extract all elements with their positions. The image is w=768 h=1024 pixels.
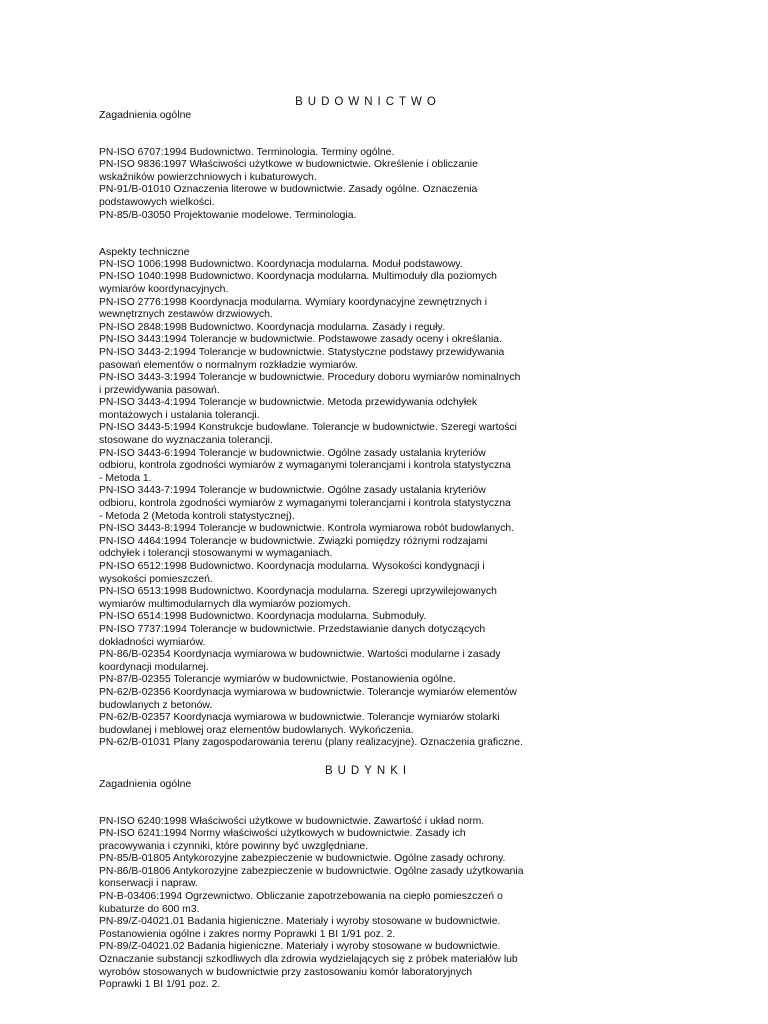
list-item: PN-ISO 3443-2:1994 Tolerancje w budownictwie. Statystyczne podstawy przewidywania pasowań elementów o normalnym rozkładzie wymiarów. — [99, 346, 505, 371]
entry-list-technical — [99, 259, 589, 750]
list-item: PN-62/B-02357 Koordynacja wymiarowa w budownictwie. Tolerancje wymiarów stolarki budowlanej i meblowej oraz elementów budowlanych. Wykończenia. — [99, 712, 500, 736]
list-item: PN-ISO 1040:1998 Budownictwo. Koordynacja modularna. Multimoduły dla poziomych wymiarów koordynacyjnych. — [99, 271, 497, 295]
list-item: PN-ISO 3443-5:1994 Konstrukcje budowlane. Tolerancje w budownictwie. Szeregi wartości stosowane do wyznaczania tolerancji. — [99, 422, 517, 447]
entry-list-general-1 — [99, 147, 589, 223]
list-item: PN-ISO 4464:1994 Tolerancje w budownictwie. Związki pomiędzy różnymi rodzajami odchyłek i tolerancji stosowanymi w wymaganiach. — [99, 535, 488, 560]
list-item: PN-ISO 2776:1998 Koordynacja modularna. Wymiary koordynacyjne zewnętrznych i wewnętrznych zestawów drzwiowych. — [99, 296, 488, 321]
list-item: PN-85/B-01805 Antykorozyjne zabezpieczenie w budownictwie. Ogólne zasady ochrony. — [99, 853, 506, 865]
subsection-heading: Zagadnienia ogólne — [99, 777, 192, 790]
list-item: PN-ISO 3443-3:1994 Tolerancje w budownictwie. Procedury doboru wymiarów nominalnych i przewidywania pasowań. — [99, 372, 521, 396]
section-title-budynki: BUDYNKI — [324, 764, 412, 777]
list-item: PN-ISO 6707:1994 Budownictwo. Terminologia. Terminy ogólne. — [99, 146, 395, 158]
list-item: PN-85/B-03050 Projektowanie modelowe. Terminologia. — [99, 209, 357, 221]
list-item: PN-62/B-01031 Plany zagospodarowania terenu (plany realizacyjne). Oznaczenia graficzne. — [99, 737, 523, 749]
list-item: PN-87/B-02355 Tolerancje wymiarów w budownictwie. Postanowienia ogólne. — [99, 674, 456, 686]
list-item: PN-ISO 7737:1994 Tolerancje w budownictwie. Przedstawianie danych dotyczących dokładności wymiarów. — [99, 623, 486, 648]
list-item: PN-ISO 6513:1998 Budownictwo. Koordynacja modularna. Szeregi uprzywilejowanych wymiarów multimodularnych dla wymiarów poziomych. — [99, 586, 497, 610]
list-item: PN-89/Z-04021.01 Badania higieniczne. Materiały i wyroby stosowane w budownictwie. Postanowienia ogólne i zakres normy Poprawki 1 BI 1/91 poz. 2. — [99, 916, 501, 940]
entry-list-general-2 — [99, 816, 589, 992]
section-title-budownictwo: BUDOWNICTWO — [295, 96, 441, 108]
list-item: PN-ISO 3443-7:1994 Tolerancje w budownictwie. Ogólne zasady ustalania kryteriów odbioru, kontrola zgodności wymiarów z wymaganymi tolerancjami i kontrola statystyczna - Metoda 2 (Metoda kontroli statystycznej). — [99, 485, 511, 522]
subsection-heading: Aspekty techniczne — [99, 246, 190, 259]
spacer — [99, 222, 589, 246]
list-item: PN-86/B-02354 Koordynacja wymiarowa w budownictwie. Wartości modularne i zasady koordynacji modularnej. — [99, 649, 501, 673]
document-page — [99, 90, 589, 992]
list-item: PN-ISO 9836:1997 Właściwości użytkowe w budownictwie. Określenie i obliczanie wskaźników powierzchniowych i kubaturowych. — [99, 159, 478, 183]
list-item: PN-ISO 3443-4:1994 Tolerancje w budownictwie. Metoda przewidywania odchyłek montażowych i ustalania tolerancji. — [99, 397, 478, 421]
list-item: PN-ISO 3443-8:1994 Tolerancje w budownictwie. Kontrola wymiarowa robót budowlanych. — [99, 523, 515, 535]
subsection-heading: Zagadnienia ogólne — [99, 109, 192, 121]
list-item: PN-B-03406:1994 Ogrzewnictwo. Obliczanie zapotrzebowania na ciepło pomieszczeń o kubaturze do 600 m3. — [99, 891, 503, 915]
list-item: PN-ISO 3443:1994 Tolerancje w budownictwie. Podstawowe zasady oceny i określania. — [99, 334, 502, 346]
list-item: PN-62/B-02356 Koordynacja wymiarowa w budownictwie. Tolerancje wymiarów elementów budowlanych z betonów. — [99, 686, 517, 711]
list-item: PN-ISO 6514:1998 Budownictwo. Koordynacja modularna. Submoduły. — [99, 611, 427, 623]
list-item: PN-86/B-01806 Antykorozyjne zabezpieczenie w budownictwie. Ogólne zasady użytkowania konserwacji i napraw. — [99, 865, 524, 890]
list-item: PN-ISO 6241:1994 Normy właściwości użytkowych w budownictwie. Zasady ich pracowywania i czynniki, które powinny być uwzględniane. — [99, 828, 466, 852]
list-item: PN-ISO 6240:1998 Właściwości użytkowe w budownictwie. Zawartość i układ norm. — [99, 815, 485, 827]
list-item: PN-ISO 3443-6:1994 Tolerancje w budownictwie. Ogólne zasady ustalania kryteriów odbioru, kontrola zgodności wymiarów z wymaganymi tolerancjami i kontrola statystyczna - Metoda 1. — [99, 447, 511, 484]
list-item: PN-ISO 6512:1998 Budownictwo. Koordynacja modularna. Wysokości kondygnacji i wysokości pomieszczeń. — [99, 561, 485, 585]
list-item: PN-ISO 1006:1998 Budownictwo. Koordynacja modularna. Moduł podstawowy. — [99, 258, 463, 270]
list-item: PN-89/Z-04021.02 Badania higieniczne. Materiały i wyroby stosowane w budownictwie. Oznaczanie substancji szkodliwych dla zdrowia wydzielających się z próbek materiałów lub wyrobów stosowanych w budownictwie przy zastosowaniu komór laboratoryjnych Poprawki 1 BI 1/91 poz. 2. — [99, 941, 518, 991]
list-item: PN-91/B-01010 Oznaczenia literowe w budownictwie. Zasady ogólne. Oznaczenia podstawowych wielkości. — [99, 184, 478, 208]
list-item: PN-ISO 2848:1998 Budownictwo. Koordynacja modularna. Zasady i reguły. — [99, 321, 445, 333]
